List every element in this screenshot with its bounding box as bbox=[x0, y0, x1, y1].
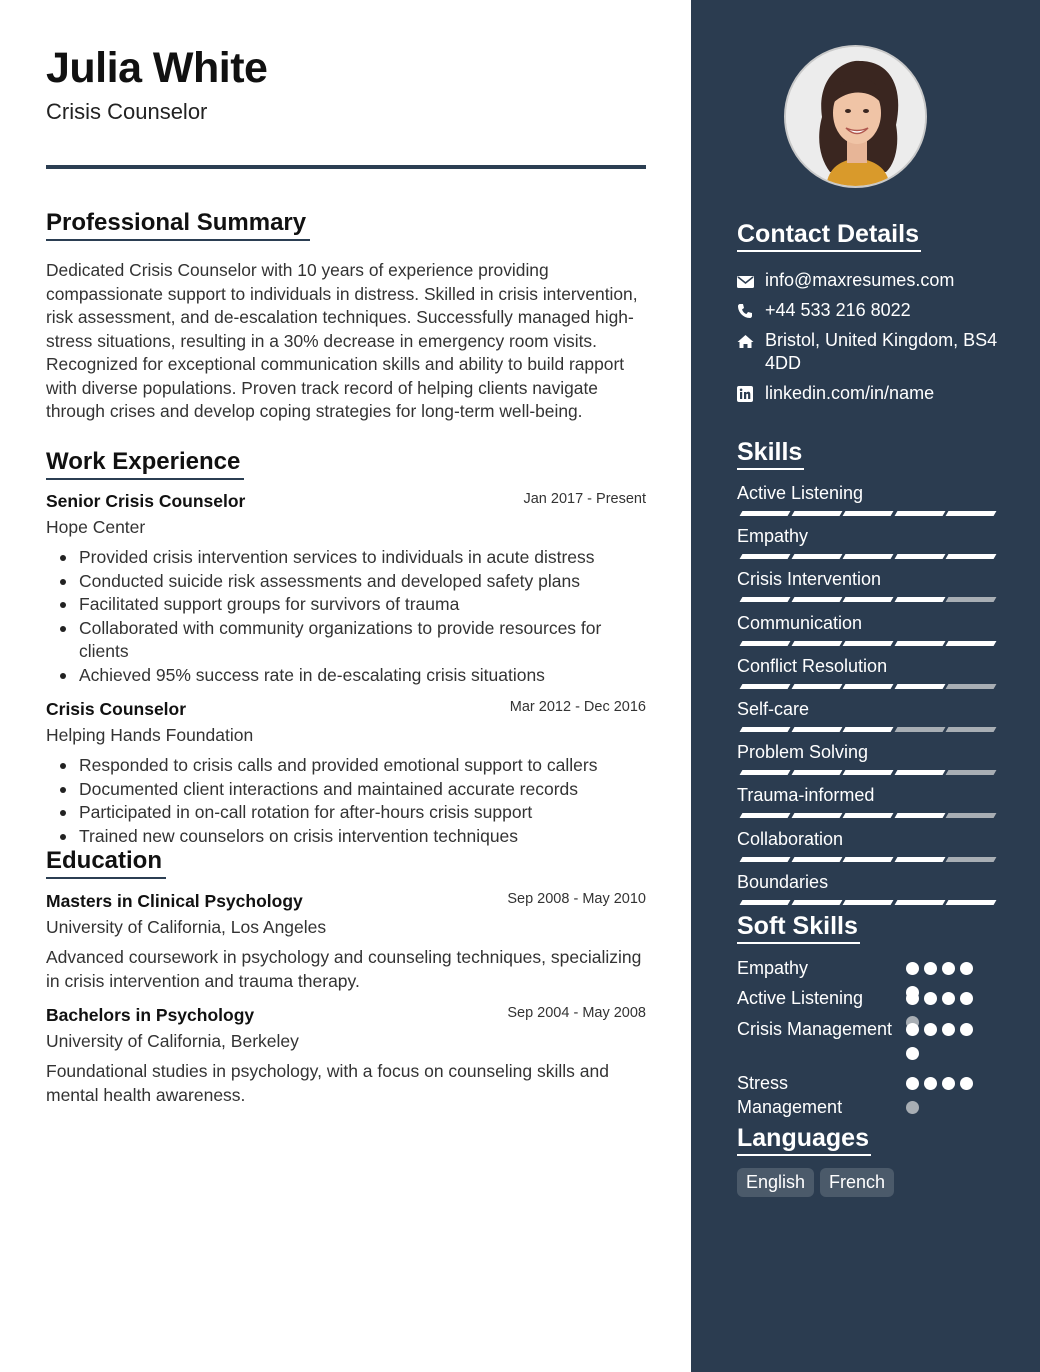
job-bullets bbox=[46, 754, 646, 848]
bullet-item: Collaborated with community organizations to provide resources for clients bbox=[79, 617, 646, 664]
skill-level-segment bbox=[946, 684, 997, 689]
skill-label: Crisis Intervention bbox=[737, 569, 882, 590]
skill-level-segment bbox=[791, 770, 842, 775]
skill-level-segment bbox=[946, 727, 997, 732]
rating-dot bbox=[906, 962, 919, 975]
skill-level-segment bbox=[843, 641, 894, 646]
bullet-item: Trained new counselors on crisis intervention techniques bbox=[79, 825, 646, 849]
bullet-item: Participated in on-call rotation for after-hours crisis support bbox=[79, 801, 646, 825]
skill-level-segment bbox=[946, 597, 997, 602]
skill-level-segment bbox=[894, 857, 945, 862]
skill-level-segment bbox=[791, 597, 842, 602]
skill-level-segment bbox=[946, 641, 997, 646]
skill-label: Problem Solving bbox=[737, 742, 869, 763]
email-text: info@maxresumes.com bbox=[765, 270, 955, 290]
skill-level-segment bbox=[946, 770, 997, 775]
skill-level-bar bbox=[737, 684, 993, 690]
skill-level-segment bbox=[946, 813, 997, 818]
skill-label: Conflict Resolution bbox=[737, 655, 888, 676]
phone-icon bbox=[737, 302, 755, 318]
candidate-name: Julia White bbox=[46, 44, 268, 92]
languages-list bbox=[737, 1168, 900, 1197]
skills-list bbox=[737, 482, 993, 914]
summary-text: Dedicated Crisis Counselor with 10 years of experience providing compassionate support to individuals in distress. Skilled in crisis intervention, risk assessment, and de-escalation techniques. Successfully managed high-stress situations, resulting in a 30% decrease in emergency room visits. Recognized for exceptional communication skills and ability to build rapport with diverse populations. Proven track record of helping clients navigate through crises and develop coping strategies for long-term well-being. bbox=[46, 260, 638, 421]
rating-dot bbox=[960, 1023, 973, 1036]
skill-level-segment bbox=[740, 684, 791, 689]
skill-item bbox=[737, 741, 993, 784]
skill-label: Empathy bbox=[737, 526, 809, 547]
skill-level-segment bbox=[946, 554, 997, 559]
soft-skill-item bbox=[737, 956, 1007, 986]
skill-level-bar bbox=[737, 554, 993, 560]
school-name: University of California, Berkeley bbox=[46, 1031, 299, 1051]
rating-dot bbox=[924, 962, 937, 975]
skill-level-segment bbox=[843, 857, 894, 862]
skill-level-segment bbox=[843, 813, 894, 818]
contact-address bbox=[737, 329, 1007, 375]
skill-level-segment bbox=[894, 770, 945, 775]
soft-skill-label: Active Listening bbox=[737, 988, 864, 1008]
skill-level-bar bbox=[737, 511, 993, 517]
rating-dot bbox=[960, 1077, 973, 1090]
bullet-item: Documented client interactions and maintained accurate records bbox=[79, 778, 646, 802]
skill-level-segment bbox=[843, 597, 894, 602]
skill-item bbox=[737, 784, 993, 827]
bullet-item: Achieved 95% success rate in de-escalating crisis situations bbox=[79, 664, 646, 688]
skill-item bbox=[737, 655, 993, 698]
skill-level-segment bbox=[894, 900, 945, 905]
skill-level-bar bbox=[737, 900, 993, 906]
skill-level-segment bbox=[843, 554, 894, 559]
education-entry bbox=[46, 1005, 646, 1107]
skill-item bbox=[737, 612, 993, 655]
skill-level-segment bbox=[740, 857, 791, 862]
skill-level-segment bbox=[740, 597, 791, 602]
soft-skill-item bbox=[737, 1071, 1007, 1119]
linkedin-text: linkedin.com/in/name bbox=[765, 383, 935, 403]
rating-dot bbox=[924, 992, 937, 1005]
job-entry bbox=[46, 699, 646, 848]
rating-dot bbox=[906, 1101, 919, 1114]
skill-level-segment bbox=[843, 511, 894, 516]
soft-skill-label: Empathy bbox=[737, 958, 809, 978]
header-divider bbox=[46, 165, 646, 169]
school-name: University of California, Los Angeles bbox=[46, 917, 327, 937]
skill-item bbox=[737, 698, 993, 741]
education-description: Advanced coursework in psychology and counseling techniques, specializing in crisis intervention and trauma therapy. bbox=[46, 947, 642, 991]
skill-level-segment bbox=[791, 511, 842, 516]
rating-dot bbox=[906, 1047, 919, 1060]
skill-label: Communication bbox=[737, 612, 863, 633]
skill-level-bar bbox=[737, 770, 993, 776]
skill-level-bar bbox=[737, 813, 993, 819]
sidebar bbox=[691, 0, 1040, 1372]
skill-label: Active Listening bbox=[737, 483, 864, 503]
skill-level-segment bbox=[843, 727, 894, 732]
skill-item bbox=[737, 871, 993, 914]
skill-level-segment bbox=[740, 554, 791, 559]
envelope-icon bbox=[737, 272, 755, 288]
skill-level-segment bbox=[791, 727, 842, 732]
linkedin-icon bbox=[737, 385, 755, 401]
job-dates: Jan 2017 - Present bbox=[523, 491, 646, 507]
job-entry bbox=[46, 491, 646, 687]
soft-skill-label: Stress Management bbox=[737, 1073, 843, 1117]
degree-title: Bachelors in Psychology bbox=[46, 1005, 255, 1025]
contact-heading: Contact Details bbox=[737, 220, 921, 252]
job-organization: Hope Center bbox=[46, 517, 146, 537]
contact-phone[interactable] bbox=[737, 299, 1007, 322]
contact-list bbox=[737, 269, 1007, 412]
address-text: Bristol, United Kingdom, BS4 4DD bbox=[765, 330, 998, 373]
skill-level-segment bbox=[740, 511, 791, 516]
soft-skill-item bbox=[737, 986, 1007, 1017]
skill-level-bar bbox=[737, 727, 993, 733]
skill-level-segment bbox=[843, 770, 894, 775]
skill-level-segment bbox=[740, 813, 791, 818]
skill-level-segment bbox=[894, 727, 945, 732]
rating-dot bbox=[942, 1023, 955, 1036]
skill-level-segment bbox=[894, 597, 945, 602]
education-dates: Sep 2008 - May 2010 bbox=[507, 891, 646, 907]
skill-level-segment bbox=[946, 511, 997, 516]
skill-level-segment bbox=[894, 813, 945, 818]
job-bullets bbox=[46, 546, 646, 687]
rating-dot bbox=[906, 1023, 919, 1036]
rating-dot bbox=[942, 1077, 955, 1090]
skill-level-segment bbox=[791, 857, 842, 862]
soft-skills-list bbox=[737, 956, 1007, 1119]
skill-level-segment bbox=[843, 900, 894, 905]
bullet-item: Responded to crisis calls and provided emotional support to callers bbox=[79, 754, 646, 778]
contact-email[interactable] bbox=[737, 269, 1007, 292]
skill-level-segment bbox=[894, 641, 945, 646]
skill-level-segment bbox=[740, 770, 791, 775]
summary-heading: Professional Summary bbox=[46, 209, 310, 241]
job-organization: Helping Hands Foundation bbox=[46, 725, 254, 745]
candidate-title: Crisis Counselor bbox=[46, 99, 208, 124]
skill-level-segment bbox=[894, 684, 945, 689]
skill-level-segment bbox=[894, 511, 945, 516]
rating-dot bbox=[942, 962, 955, 975]
bullet-item: Facilitated support groups for survivors of trauma bbox=[79, 593, 646, 617]
rating-dot bbox=[924, 1077, 937, 1090]
skill-item bbox=[737, 525, 993, 568]
rating-dot bbox=[924, 1023, 937, 1036]
skill-level-segment bbox=[894, 554, 945, 559]
soft-skill-item bbox=[737, 1017, 1007, 1071]
rating-dot bbox=[906, 992, 919, 1005]
profile-photo bbox=[784, 45, 927, 188]
languages-heading: Languages bbox=[737, 1124, 871, 1156]
skill-item bbox=[737, 568, 993, 611]
contact-linkedin[interactable] bbox=[737, 382, 1007, 405]
skill-level-bar bbox=[737, 641, 993, 647]
experience-heading: Work Experience bbox=[46, 448, 244, 480]
rating-dot bbox=[942, 992, 955, 1005]
skill-level-segment bbox=[791, 900, 842, 905]
education-description: Foundational studies in psychology, with a focus on counseling skills and mental health awareness. bbox=[46, 1061, 609, 1105]
degree-title: Masters in Clinical Psychology bbox=[46, 891, 303, 911]
skill-level-bar bbox=[737, 597, 993, 603]
skill-level-segment bbox=[791, 554, 842, 559]
rating-dot bbox=[960, 992, 973, 1005]
skill-level-bar bbox=[737, 857, 993, 863]
skill-label: Self-care bbox=[737, 698, 810, 719]
skill-level-segment bbox=[791, 641, 842, 646]
skill-level-segment bbox=[740, 900, 791, 905]
education-heading: Education bbox=[46, 847, 166, 879]
skill-item bbox=[737, 482, 993, 525]
skill-item bbox=[737, 828, 993, 871]
skill-label: Boundaries bbox=[737, 871, 829, 892]
phone-text: +44 533 216 8022 bbox=[765, 300, 911, 320]
job-title: Crisis Counselor bbox=[46, 699, 187, 719]
language-chip: French bbox=[820, 1168, 894, 1197]
rating-dot bbox=[906, 1077, 919, 1090]
bullet-item: Provided crisis intervention services to individuals in acute distress bbox=[79, 546, 646, 570]
skill-level-segment bbox=[791, 684, 842, 689]
skill-label: Trauma-informed bbox=[737, 785, 875, 806]
rating-dot bbox=[960, 962, 973, 975]
education-entry bbox=[46, 891, 646, 993]
skill-level-segment bbox=[791, 813, 842, 818]
skill-label: Collaboration bbox=[737, 828, 844, 849]
language-chip: English bbox=[737, 1168, 814, 1197]
skill-level-segment bbox=[843, 684, 894, 689]
job-dates: Mar 2012 - Dec 2016 bbox=[509, 699, 646, 715]
soft-skills-heading: Soft Skills bbox=[737, 912, 860, 944]
soft-skill-label: Crisis Management bbox=[737, 1019, 893, 1039]
skill-level-segment bbox=[946, 900, 997, 905]
job-title: Senior Crisis Counselor bbox=[46, 491, 246, 511]
home-icon bbox=[737, 332, 755, 348]
skill-level-segment bbox=[740, 641, 791, 646]
skill-level-segment bbox=[740, 727, 791, 732]
skill-level-segment bbox=[946, 857, 997, 862]
bullet-item: Conducted suicide risk assessments and developed safety plans bbox=[79, 570, 646, 594]
skills-heading: Skills bbox=[737, 438, 804, 470]
education-dates: Sep 2004 - May 2008 bbox=[507, 1005, 646, 1021]
